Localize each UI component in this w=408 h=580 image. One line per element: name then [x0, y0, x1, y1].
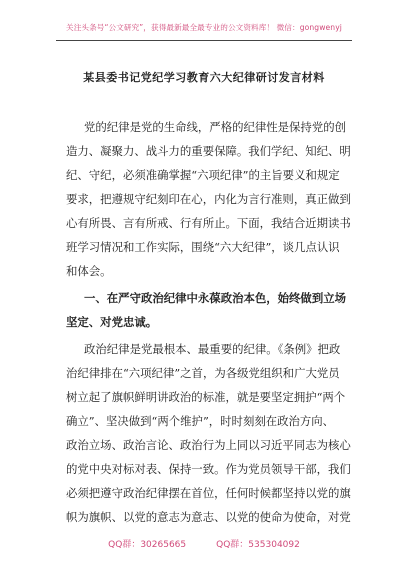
- body-line: 确立”、坚决做到“两个维护”，时时刻刻在政治方向、: [66, 414, 335, 428]
- document-title: 某县委书记党纪学习教育六大纪律研讨发言材料: [83, 71, 325, 84]
- body-line: 政治立场、政治言论、政治行为上同以习近平同志为核心: [66, 438, 351, 452]
- body-line: 纪、守纪，必须准确掌握“六项纪律”的主旨要义和规定: [66, 168, 340, 182]
- body-line: 帜为旗帜、以党的意志为意志、以党的使命为使命，对党: [66, 510, 351, 524]
- body-line: 要求，把遵规守纪刻印在心，内化为言行准则，真正做到: [66, 192, 351, 206]
- body-line: 党的纪律是党的生命线，严格的纪律性是保持党的创: [84, 120, 346, 134]
- body-line: 造力、凝聚力、战斗力的重要保障。我们学纪、知纪、明: [66, 144, 351, 158]
- body-line: 必须把遵守政治纪律摆在首位，任何时候都坚持以党的旗: [66, 486, 351, 500]
- body-line: 的党中央对标对表、保持一致。作为党员领导干部，我们: [66, 462, 351, 476]
- body-line: 和体会。: [66, 264, 112, 278]
- header-notice: 关注头条号“公文研究”，获得最新最全最专业的公文资料库！ 微信：gongwenyj: [66, 23, 342, 32]
- section-heading-continuation: 坚定、对党忠诚。: [66, 315, 158, 329]
- body-line: 政治纪律是党最根本、最重要的纪律。《条例》把政: [84, 342, 341, 356]
- footer-qq: [0, 537, 408, 550]
- body-line: 班学习情况和工作实际，围绕“六大纪律”，谈几点认识: [66, 240, 340, 254]
- header-divider: [56, 40, 352, 41]
- footer-qq-group-1: QQ群：30265665: [108, 540, 187, 550]
- body-line: 心有所畏、言有所戒、行有所止。下面，我结合近期读书: [66, 216, 351, 230]
- footer-qq-group-2: QQ群：535304092: [216, 540, 300, 550]
- section-heading: 一、在严守政治纪律中永葆政治本色，始终做到立场: [84, 291, 346, 305]
- body-line: 治纪律排在“六项纪律”之首，为各级党组织和广大党员: [66, 366, 340, 380]
- body-line: 树立起了旗帜鲜明讲政治的标准，就是要坚定拥护“两个: [66, 390, 346, 404]
